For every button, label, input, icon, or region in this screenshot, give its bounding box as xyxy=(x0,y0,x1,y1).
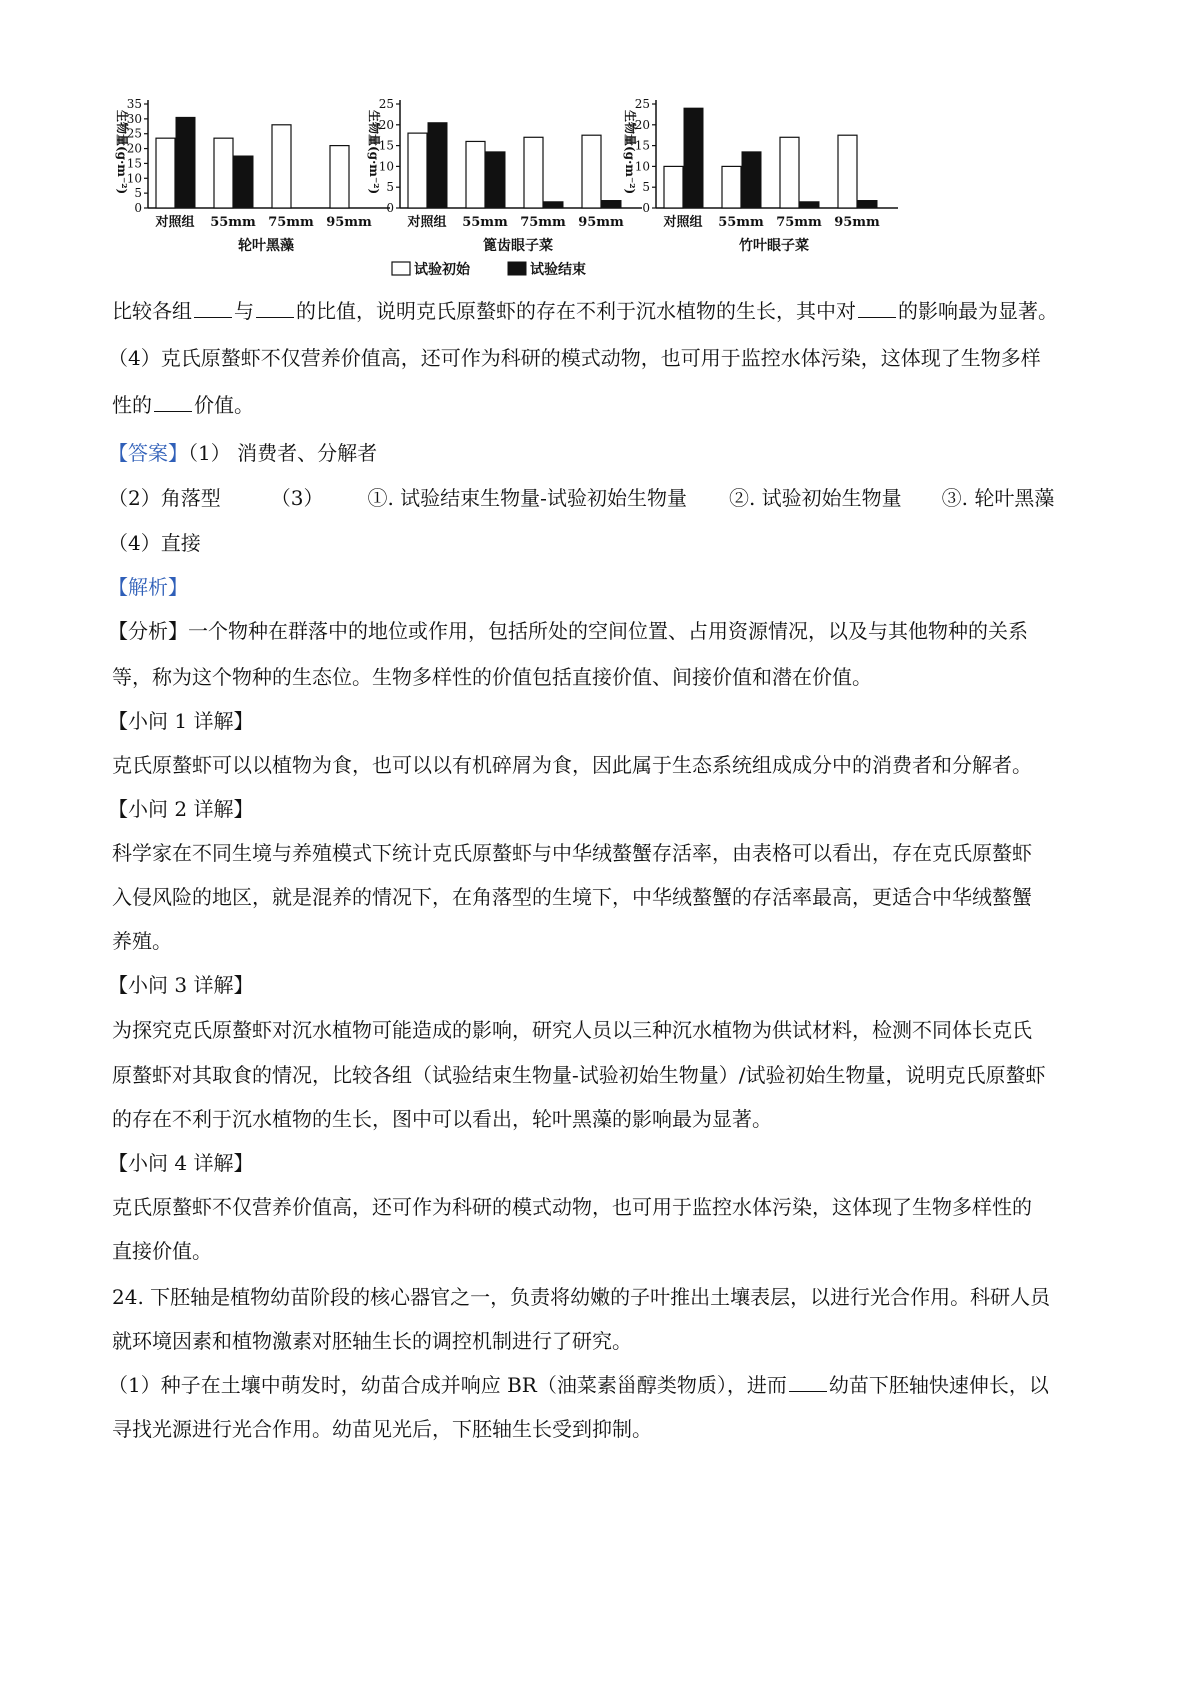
answer-3-label: （3） xyxy=(270,486,324,510)
x-tick-label: 95mm xyxy=(326,215,372,230)
subquestion-3-heading: 【小问 3 详解】 xyxy=(108,973,254,997)
y-tick-label: 15 xyxy=(378,138,394,153)
chart-figure xyxy=(108,96,968,306)
y-tick-label: 10 xyxy=(378,159,394,174)
question-24-part1-line1 xyxy=(108,1372,1049,1398)
x-tick-label: 对照组 xyxy=(155,215,195,230)
subquestion-4-heading: 【小问 4 详解】 xyxy=(108,1151,254,1175)
x-tick-label: 55mm xyxy=(210,215,256,230)
text-fragment: （1）种子在土壤中萌发时，幼苗合成并响应 BR（油菜素甾醇类物质），进而 xyxy=(108,1373,787,1397)
subquestion-2-text-1: 科学家在不同生境与养殖模式下统计克氏原螯虾与中华绒螯蟹存活率，由表格可以看出，存在克氏原螯虾 xyxy=(112,841,1032,865)
y-axis-label: 生物量(g·m⁻²) xyxy=(115,110,129,195)
bar-initial xyxy=(330,146,349,208)
subquestion-2-text-3: 养殖。 xyxy=(112,929,172,953)
y-tick-label: 5 xyxy=(386,180,394,195)
y-tick-label: 5 xyxy=(642,180,650,195)
y-tick-label: 25 xyxy=(378,97,394,111)
bar-final xyxy=(544,202,563,208)
bar-initial xyxy=(524,137,543,208)
q3-question-line xyxy=(112,298,1058,324)
y-tick-label: 15 xyxy=(126,156,142,171)
answer-3-part3: ③. 轮叶黑藻 xyxy=(941,486,1055,510)
bar-initial xyxy=(780,137,799,208)
y-tick-label: 10 xyxy=(634,159,650,174)
subquestion-3-text-3: 的存在不利于沉水植物的生长，图中可以看出，轮叶黑藻的影响最为显著。 xyxy=(112,1107,772,1131)
answer-3-part1: ①. 试验结束生物量-试验初始生物量 xyxy=(367,486,687,510)
y-tick-label: 0 xyxy=(386,201,394,215)
y-tick-label: 35 xyxy=(126,97,142,111)
text-fragment: 的比值，说明克氏原螯虾的存在不利于沉水植物的生长，其中对 xyxy=(296,299,856,323)
text-fragment: 幼苗下胚轴快速伸长，以 xyxy=(828,1373,1049,1397)
analysis-text-1: 【分析】一个物种在群落中的地位或作用，包括所处的空间位置、占用资源情况，以及与其他物种的关系 xyxy=(108,619,1028,643)
x-tick-label: 75mm xyxy=(268,215,314,230)
bar-final xyxy=(800,202,819,208)
answer-line-1 xyxy=(108,440,377,466)
text-fragment: 价值。 xyxy=(194,393,254,417)
answer-3-part2: ②. 试验初始生物量 xyxy=(728,486,902,510)
question-24-text-1: 24. 下胚轴是植物幼苗阶段的核心器官之一，负责将幼嫩的子叶推出土壤表层，以进行光合作用。科研人员 xyxy=(112,1285,1051,1309)
x-tick-label: 55mm xyxy=(462,215,508,230)
y-axis-label: 生物量(g·m⁻²) xyxy=(367,110,381,195)
y-tick-label: 20 xyxy=(126,141,142,156)
question-24-part1-line2: 寻找光源进行光合作用。幼苗见光后，下胚轴生长受到抑制。 xyxy=(112,1417,652,1441)
bar-final xyxy=(684,108,703,208)
legend-label-final: 试验结束 xyxy=(530,262,586,278)
analysis-text-2: 等，称为这个物种的生态位。生物多样性的价值包括直接价值、间接价值和潜在价值。 xyxy=(112,665,872,689)
y-tick-label: 15 xyxy=(634,138,650,153)
y-tick-label: 30 xyxy=(126,111,142,126)
y-tick-label: 20 xyxy=(634,117,650,132)
bar-initial xyxy=(156,138,175,208)
subquestion-4-text-1: 克氏原螯虾不仅营养价值高，还可作为科研的模式动物，也可用于监控水体污染，这体现了生物多样性的 xyxy=(112,1195,1032,1219)
bar-initial xyxy=(838,135,857,208)
bar-initial xyxy=(466,141,485,208)
y-tick-label: 10 xyxy=(126,171,142,186)
question-24-text-2: 就环境因素和植物激素对胚轴生长的调控机制进行了研究。 xyxy=(112,1329,632,1353)
y-tick-label: 20 xyxy=(378,117,394,132)
bar-final xyxy=(858,201,877,208)
answer-blank xyxy=(858,299,896,318)
legend-label-initial: 试验初始 xyxy=(414,262,470,278)
x-tick-label: 95mm xyxy=(578,215,624,230)
text-fragment: 性的 xyxy=(112,393,152,417)
subquestion-1-text: 克氏原螯虾可以以植物为食，也可以以有机碎屑为食，因此属于生态系统组成成分中的消费者和分解者。 xyxy=(112,753,1032,777)
bar-initial xyxy=(408,133,427,208)
x-tick-label: 对照组 xyxy=(663,215,703,230)
y-tick-label: 0 xyxy=(642,201,650,215)
y-tick-label: 25 xyxy=(634,97,650,111)
answer-1: （1） 消费者、分解者 xyxy=(188,441,378,465)
subquestion-3-text-1: 为探究克氏原螯虾对沉水植物可能造成的影响，研究人员以三种沉水植物为供试材料，检测不同体长克氏 xyxy=(112,1018,1032,1042)
x-tick-label: 75mm xyxy=(776,215,822,230)
answer-blank xyxy=(256,299,294,318)
text-fragment: 比较各组 xyxy=(112,299,192,323)
text-fragment: 的影响最为显著。 xyxy=(898,299,1058,323)
legend-swatch-initial xyxy=(392,262,410,275)
bar-initial xyxy=(272,125,291,208)
subquestion-1-heading: 【小问 1 详解】 xyxy=(108,709,254,733)
subquestion-3-text-2: 原螯虾对其取食的情况，比较各组（试验结束生物量-试验初始生物量）/试验初始生物量，说明克氏原螯虾 xyxy=(112,1063,1046,1087)
bar-final xyxy=(234,156,253,208)
bar-final xyxy=(176,117,195,208)
x-tick-label: 55mm xyxy=(718,215,764,230)
y-tick-label: 25 xyxy=(126,126,142,141)
y-axis-label: 生物量(g·m⁻²) xyxy=(623,110,637,195)
chart-title: 竹叶眼子菜 xyxy=(739,238,809,254)
bar-final xyxy=(742,152,761,208)
answer-2: （2）角落型 xyxy=(108,486,221,510)
bar-initial xyxy=(214,138,233,208)
chart-title: 轮叶黑藻 xyxy=(238,238,294,254)
answer-4: （4）直接 xyxy=(108,531,201,555)
chart-title: 篦齿眼子菜 xyxy=(483,238,553,254)
bar-final xyxy=(486,152,505,208)
answer-blank xyxy=(194,299,232,318)
x-tick-label: 95mm xyxy=(834,215,880,230)
answer-line-2 xyxy=(108,485,1054,511)
bar-initial xyxy=(664,166,683,208)
text-fragment: 与 xyxy=(234,299,254,323)
answer-blank xyxy=(789,1373,827,1392)
x-tick-label: 对照组 xyxy=(407,215,447,230)
subquestion-4-text-2: 直接价值。 xyxy=(112,1239,212,1263)
bar-final xyxy=(428,123,447,208)
subquestion-2-text-2: 入侵风险的地区，就是混养的情况下，在角落型的生境下，中华绒螯蟹的存活率最高，更适合中华绒螯蟹 xyxy=(112,885,1032,909)
answer-label: 【答案】 xyxy=(108,441,188,465)
answer-blank xyxy=(154,393,192,412)
bar-charts xyxy=(108,96,968,306)
q4-question-line1: （4）克氏原螯虾不仅营养价值高，还可作为科研的模式动物，也可用于监控水体污染，这体现了生物多样 xyxy=(108,346,1041,370)
bar-final xyxy=(602,201,621,208)
bar-initial xyxy=(582,135,601,208)
y-tick-label: 5 xyxy=(134,186,142,201)
legend-swatch-final xyxy=(508,262,526,275)
bar-initial xyxy=(722,166,741,208)
x-tick-label: 75mm xyxy=(520,215,566,230)
q4-question-line2 xyxy=(112,392,254,418)
subquestion-2-heading: 【小问 2 详解】 xyxy=(108,797,254,821)
analysis-label: 【解析】 xyxy=(108,575,188,599)
y-tick-label: 0 xyxy=(134,201,142,215)
